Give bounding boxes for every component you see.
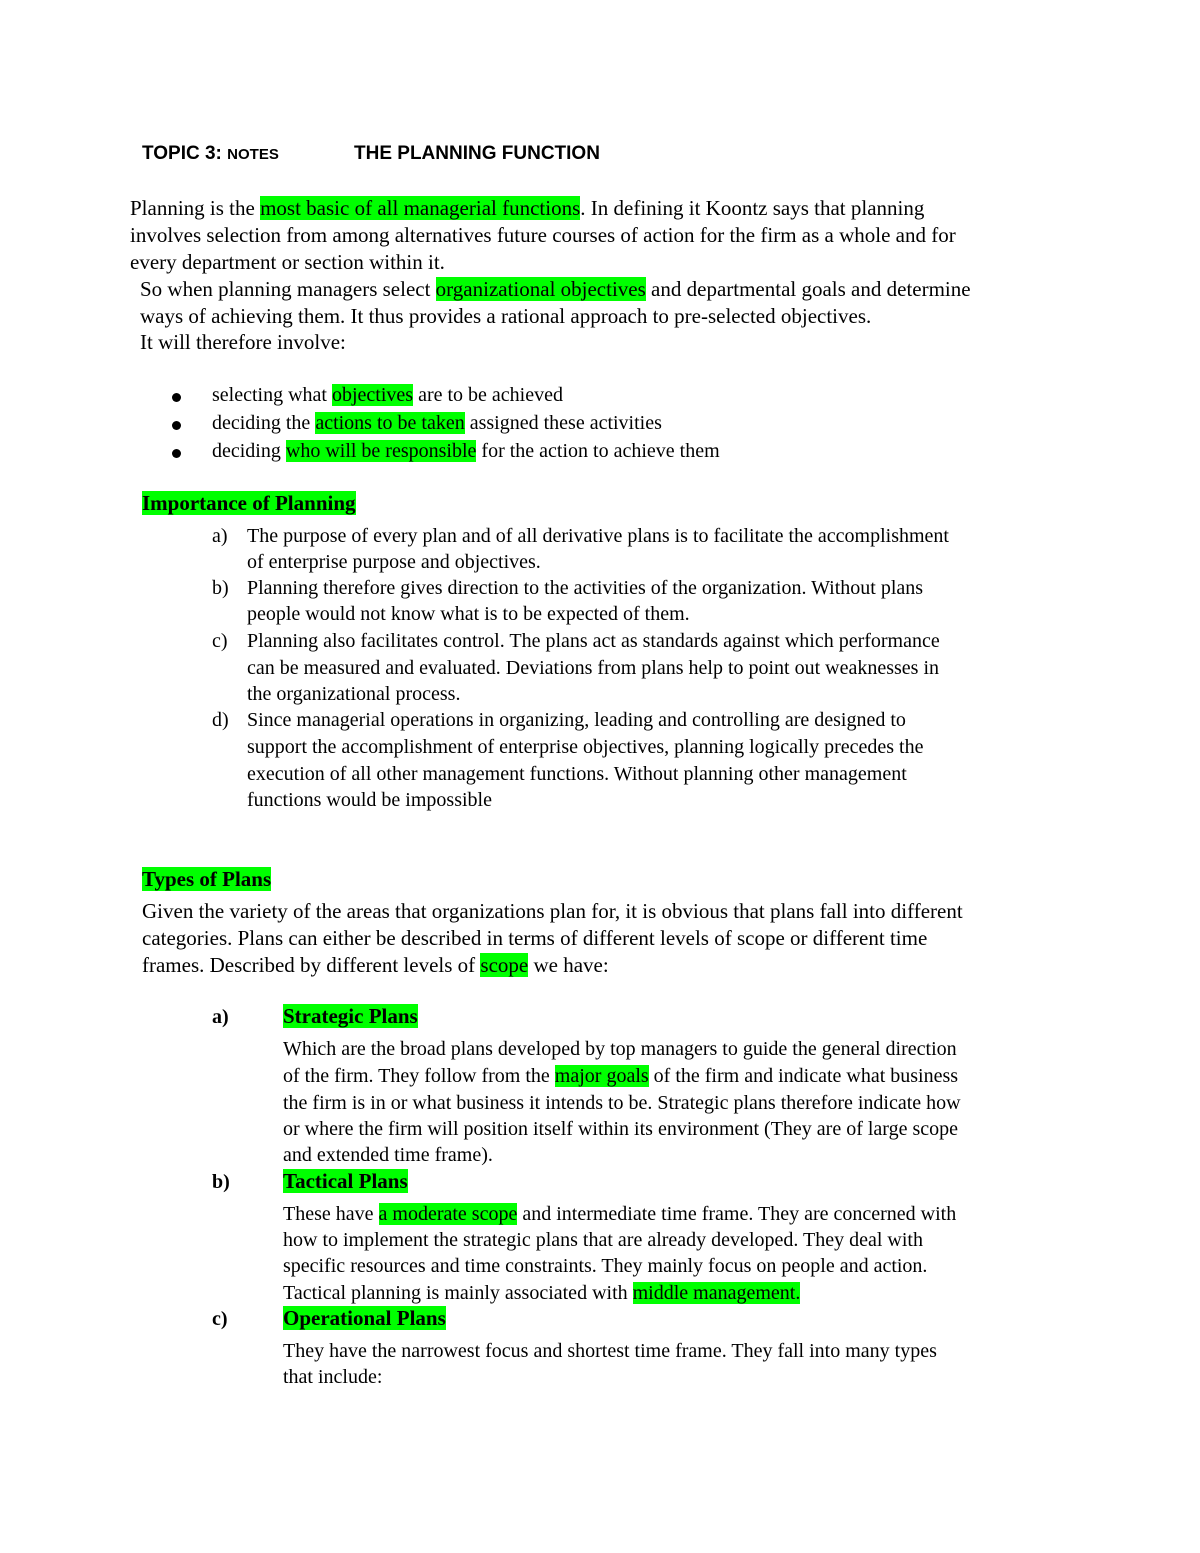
plan-line: Which are the broad plans developed by top managers to guide the general direction [283,1038,957,1060]
intro-line-4 [140,277,971,302]
plan-line: They have the narrowest focus and shortest time frame. They fall into many types [283,1340,937,1362]
intro-text: . In defining it Koontz says that planning [580,196,925,220]
operational-heading: Operational Plans [283,1306,446,1330]
intro-text: So when planning managers select [140,277,436,301]
list-line: the organizational process. [247,683,461,705]
plan-line: that include: [283,1366,383,1388]
list-marker: a) [212,525,228,547]
list-line: The purpose of every plan and of all derivative plans is to facilitate the accomplishment [247,525,949,547]
plan-line: or where the firm will position itself within its environment (They are of large scope [283,1118,959,1140]
page-title [142,143,600,165]
plan-line: These have a moderate scope and intermediate time frame. They are concerned with [283,1203,957,1225]
types-line-2: categories. Plans can either be described in terms of different levels of scope or different time [142,926,928,950]
intro-text: and departmental goals and determine [645,277,971,301]
intro-line-6: It will therefore involve: [140,330,346,354]
list-marker: c) [212,630,228,652]
types-heading: Types of Plans [142,867,272,891]
notes-label: NOTES [227,146,279,163]
importance-heading: Importance of Planning [142,491,356,515]
plan-line: of the firm. They follow from the major goals of the firm and indicate what business [283,1065,959,1087]
bullet-text: selecting what objectives are to be achieved [212,384,563,406]
list-marker: b) [212,577,229,599]
highlight: most basic of all managerial functions [260,196,581,220]
plan-letter: a) [212,1006,229,1028]
intro-line-3: every department or section within it. [130,250,445,274]
tactical-heading: Tactical Plans [283,1169,408,1193]
list-line: of enterprise purpose and objectives. [247,551,541,573]
list-line: Planning also facilitates control. The plans act as standards against which performance [247,630,940,652]
list-line: Planning therefore gives direction to the activities of the organization. Without plans [247,577,924,599]
list-line: execution of all other management functions. Without planning other management [247,763,907,785]
intro-line-5: ways of achieving them. It thus provides a rational approach to pre-selected objectives. [140,304,872,328]
title-main: THE PLANNING FUNCTION [354,143,600,164]
bullet-icon [172,421,181,430]
bullet-text: deciding the actions to be taken assigned these activities [212,412,662,434]
bullet-text: deciding who will be responsible for the action to achieve them [212,440,720,462]
types-line-3: frames. Described by different levels of scope we have: [142,953,609,977]
list-line: support the accomplishment of enterprise objectives, planning logically precedes the [247,736,924,758]
list-line: people would not know what is to be expected of them. [247,603,690,625]
bullet-icon [172,449,181,458]
types-line-1: Given the variety of the areas that organizations plan for, it is obvious that plans fall into different [142,899,963,923]
intro-line-2: involves selection from among alternatives future courses of action for the firm as a whole and for [130,223,956,247]
highlight: organizational objectives [435,277,646,301]
list-line: Since managerial operations in organizing, leading and controlling are designed to [247,709,906,731]
list-line: can be measured and evaluated. Deviations from plans help to point out weaknesses in [247,657,940,679]
plan-letter: b) [212,1171,230,1193]
plan-line: Tactical planning is mainly associated with middle management. [283,1282,801,1304]
plan-line: specific resources and time constraints. They mainly focus on people and action. [283,1255,928,1277]
bullet-icon [172,393,181,402]
topic-label: TOPIC 3: [142,143,222,164]
plan-letter: c) [212,1308,228,1330]
plan-line: and extended time frame). [283,1144,493,1166]
strategic-heading: Strategic Plans [283,1004,418,1028]
intro-text: Planning is the [130,196,261,220]
plan-line: the firm is in or what business it intends to be. Strategic plans therefore indicate how [283,1092,961,1114]
list-marker: d) [212,709,229,731]
intro-line-1 [130,196,924,221]
plan-line: how to implement the strategic plans that are already developed. They deal with [283,1229,923,1251]
list-line: functions would be impossible [247,789,492,811]
